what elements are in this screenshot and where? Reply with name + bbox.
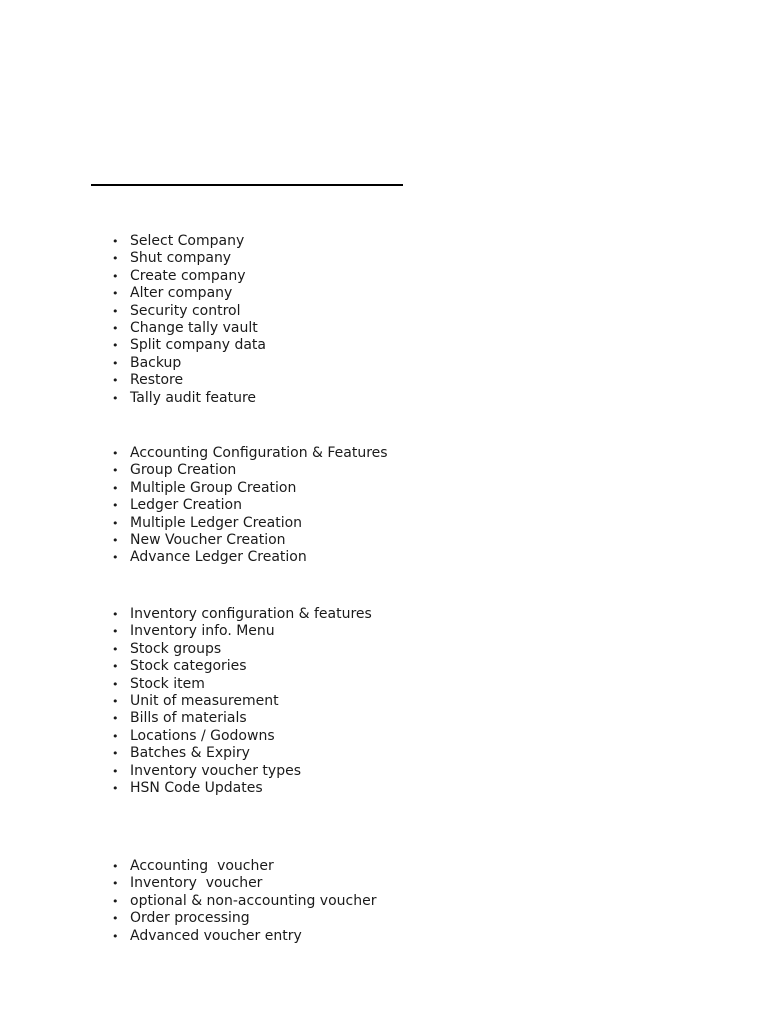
- list-item-label: Multiple Ledger Creation: [130, 514, 303, 531]
- bullet-icon: •: [112, 694, 119, 708]
- list-item-label: Inventory voucher types: [130, 762, 302, 779]
- bullet-icon: •: [112, 269, 119, 283]
- list-item-label: Multiple Group Creation: [130, 479, 297, 496]
- bullet-icon: •: [112, 677, 119, 691]
- list-item-label: Unit of measurement: [130, 692, 279, 709]
- list-item: [112, 606, 372, 623]
- bullet-list-accounting: [112, 445, 388, 567]
- list-item: [112, 780, 372, 797]
- bullet-list-inventory: [112, 606, 372, 797]
- list-item: [112, 515, 388, 532]
- list-item-label: Advance Ledger Creation: [130, 549, 307, 566]
- list-item-label: Restore: [130, 372, 184, 389]
- list-item-label: Inventory voucher: [130, 875, 263, 892]
- bullet-icon: •: [112, 608, 119, 621]
- list-item-label: Change tally vault: [130, 319, 258, 336]
- bullet-list-vouchers: [112, 858, 376, 945]
- list-item-label: Group Creation: [130, 462, 237, 479]
- list-item-label: Bills of materials: [130, 710, 247, 727]
- list-item: [112, 728, 372, 745]
- bullet-icon: •: [112, 447, 119, 460]
- list-item: [112, 532, 388, 549]
- list-item: [112, 928, 376, 945]
- list-item-label: Backup: [130, 354, 182, 371]
- list-item-label: Split company data: [130, 337, 267, 354]
- list-item: [112, 858, 376, 875]
- list-item: [112, 693, 372, 710]
- bullet-icon: •: [112, 642, 119, 656]
- list-item: [112, 763, 372, 780]
- bullet-icon: •: [112, 339, 119, 353]
- bullet-icon: •: [112, 481, 119, 495]
- bullet-icon: •: [112, 374, 119, 388]
- bullet-icon: •: [112, 747, 119, 761]
- bullet-icon: •: [112, 877, 119, 891]
- list-item: [112, 337, 266, 354]
- list-item-label: optional & non-accounting voucher: [130, 892, 377, 909]
- list-item: [112, 497, 388, 514]
- bullet-icon: •: [112, 391, 119, 405]
- list-item: [112, 355, 266, 372]
- bullet-icon: •: [112, 860, 119, 873]
- bullet-icon: •: [112, 356, 119, 370]
- list-item: [112, 623, 372, 640]
- bullet-icon: •: [112, 712, 119, 726]
- list-item-label: Order processing: [130, 910, 250, 927]
- list-item-label: Locations / Godowns: [130, 727, 275, 744]
- list-item: [112, 658, 372, 675]
- list-item: [112, 445, 388, 462]
- list-item-label: Security control: [130, 302, 241, 319]
- list-item: [112, 710, 372, 727]
- list-item-label: Advanced voucher entry: [130, 927, 302, 944]
- list-item: [112, 372, 266, 389]
- bullet-icon: •: [112, 660, 119, 674]
- list-item: [112, 893, 376, 910]
- list-item-label: Shut company: [130, 250, 232, 267]
- list-item-label: Inventory configuration & features: [130, 606, 372, 622]
- bullet-icon: •: [112, 781, 119, 795]
- list-item: [112, 641, 372, 658]
- bullet-icon: •: [112, 235, 119, 248]
- list-item: [112, 910, 376, 927]
- list-item: [112, 233, 266, 250]
- list-item-label: Select Company: [130, 233, 245, 249]
- bullet-icon: •: [112, 252, 119, 266]
- bullet-icon: •: [112, 499, 119, 513]
- bullet-icon: •: [112, 464, 119, 478]
- bullet-icon: •: [112, 321, 119, 335]
- list-item-label: Accounting Configuration & Features: [130, 445, 388, 461]
- list-item-label: Stock item: [130, 675, 205, 692]
- list-item: [112, 480, 388, 497]
- list-item-label: Batches & Expiry: [130, 745, 250, 762]
- list-item: [112, 320, 266, 337]
- list-item-label: Create company: [130, 267, 246, 284]
- list-item: [112, 549, 388, 566]
- list-item: [112, 875, 376, 892]
- bullet-icon: •: [112, 764, 119, 778]
- list-item-label: HSN Code Updates: [130, 779, 263, 796]
- list-item: [112, 250, 266, 267]
- bullet-icon: •: [112, 625, 119, 639]
- list-item: [112, 268, 266, 285]
- bullet-icon: •: [112, 516, 119, 530]
- list-item: [112, 462, 388, 479]
- horizontal-rule: [91, 184, 403, 186]
- list-item: [112, 676, 372, 693]
- list-item: [112, 285, 266, 302]
- bullet-icon: •: [112, 551, 119, 565]
- bullet-icon: •: [112, 912, 119, 926]
- list-item: [112, 745, 372, 762]
- list-item: [112, 303, 266, 320]
- bullet-icon: •: [112, 929, 119, 943]
- bullet-icon: •: [112, 894, 119, 908]
- list-item-label: Stock categories: [130, 658, 247, 675]
- list-item-label: New Voucher Creation: [130, 531, 286, 548]
- bullet-icon: •: [112, 729, 119, 743]
- list-item-label: Accounting voucher: [130, 858, 274, 874]
- list-item-label: Inventory info. Menu: [130, 623, 275, 640]
- bullet-icon: •: [112, 533, 119, 547]
- bullet-list-company: [112, 233, 266, 407]
- bullet-icon: •: [112, 304, 119, 318]
- bullet-icon: •: [112, 287, 119, 301]
- list-item-label: Alter company: [130, 285, 233, 302]
- list-item: [112, 390, 266, 407]
- list-item-label: Stock groups: [130, 640, 222, 657]
- list-item-label: Ledger Creation: [130, 497, 242, 514]
- list-item-label: Tally audit feature: [130, 389, 257, 406]
